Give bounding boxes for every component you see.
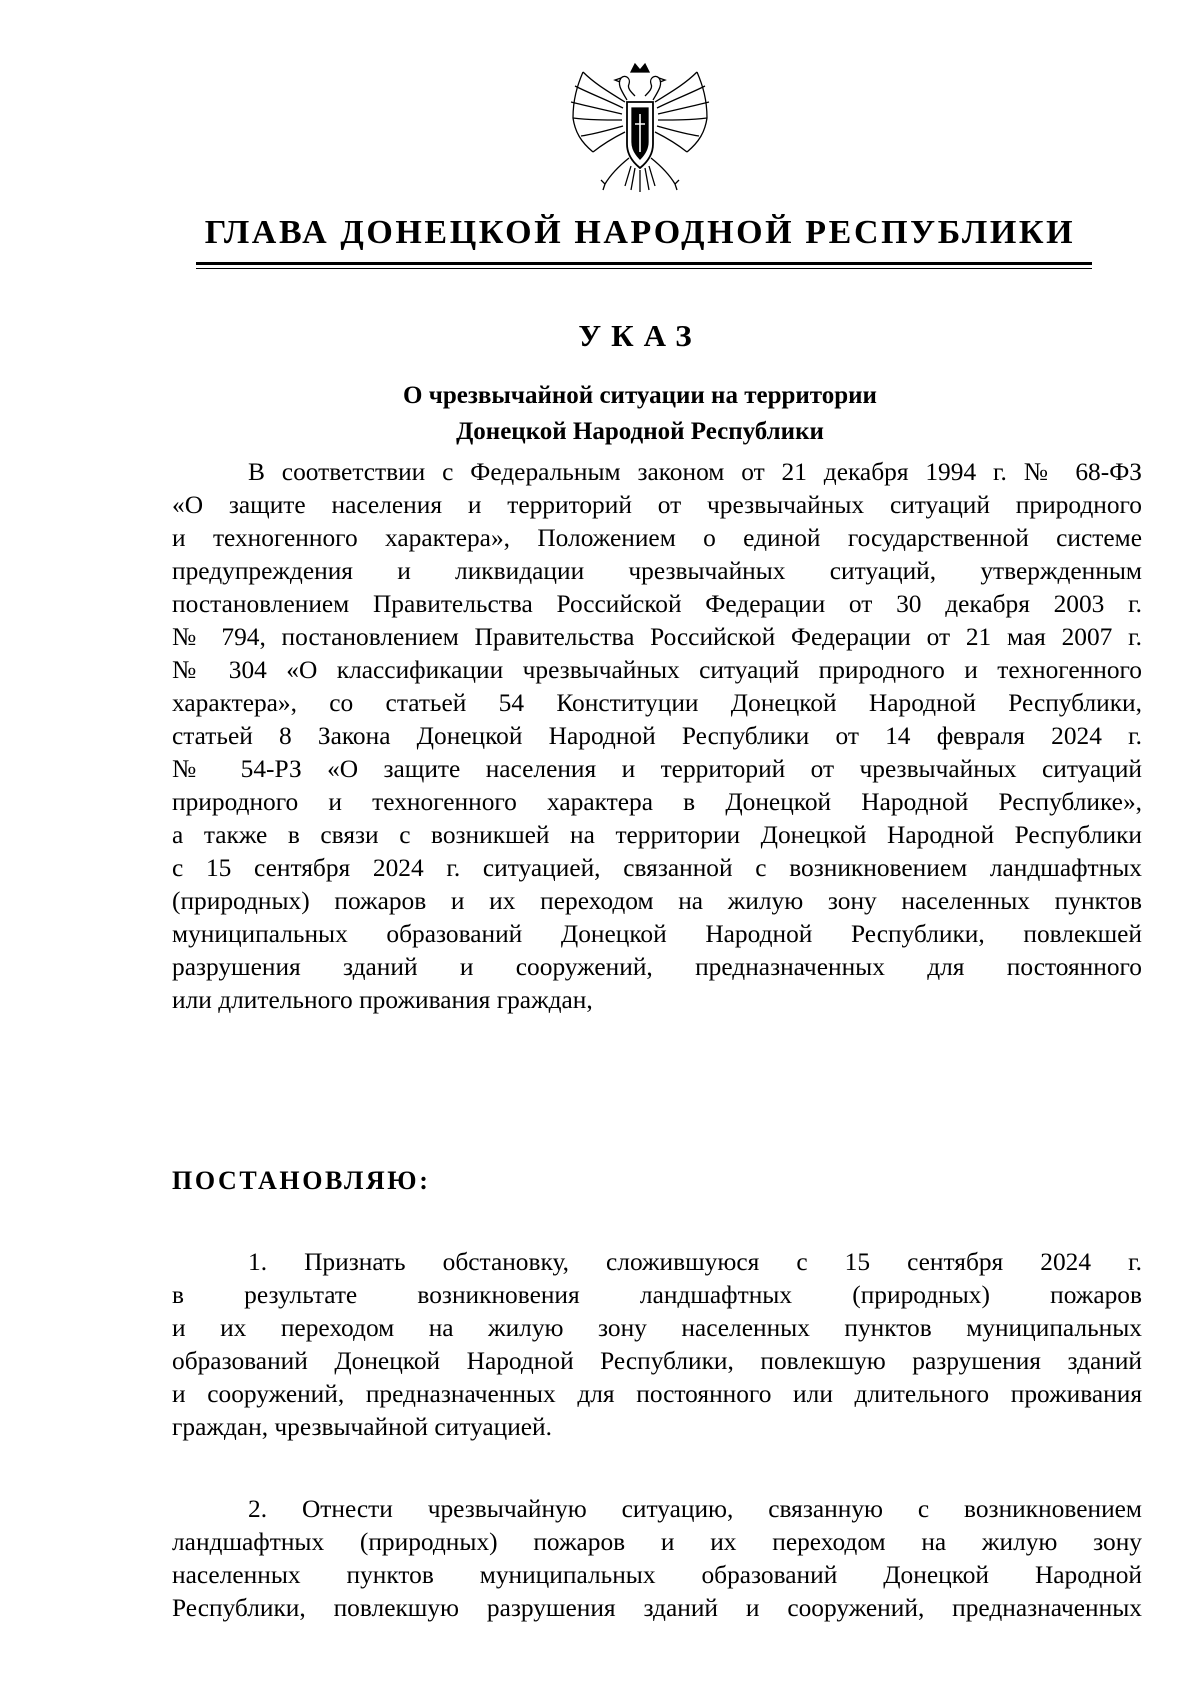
item-1-paragraph bbox=[172, 1246, 1142, 1444]
preamble-line: муниципальных образований Донецкой Народной Республики, повлекшей bbox=[172, 920, 1142, 948]
preamble-line: характера», со статьей 54 Конституции Донецкой Народной Республики, bbox=[172, 689, 1142, 717]
preamble-line: статьей 8 Закона Донецкой Народной Республики от 14 февраля 2024 г. bbox=[172, 722, 1142, 750]
document-title-line: О чрезвычайной ситуации на территории bbox=[403, 382, 877, 409]
document-type: УКАЗ bbox=[578, 318, 702, 353]
preamble-line: предупреждения и ликвидации чрезвычайных ситуаций, утвержденным bbox=[172, 557, 1142, 585]
header-rule-thick bbox=[196, 262, 1092, 265]
item-1-line: 1. Признать обстановку, сложившуюся с 15 сентября 2024 г. bbox=[248, 1248, 1142, 1276]
coat-of-arms-emblem-icon bbox=[565, 62, 715, 204]
item-1-line: образований Донецкой Народной Республики, повлекшую разрушения зданий bbox=[172, 1347, 1142, 1375]
preamble-line: природного и техногенного характера в Донецкой Народной Республике», bbox=[172, 788, 1142, 816]
decree-heading: ПОСТАНОВЛЯЮ: bbox=[172, 1166, 431, 1195]
item-1-line: и их переходом на жилую зону населенных пунктов муниципальных bbox=[172, 1314, 1142, 1342]
item-2-paragraph bbox=[172, 1493, 1142, 1625]
item-1-line: и сооружений, предназначенных для постоянного или длительного проживания bbox=[172, 1380, 1142, 1408]
preamble-line: постановлением Правительства Российской Федерации от 30 декабря 2003 г. bbox=[172, 590, 1142, 618]
preamble-paragraph bbox=[172, 456, 1142, 1017]
preamble-line: «О защите населения и территорий от чрезвычайных ситуаций природного bbox=[172, 491, 1142, 519]
preamble-line: разрушения зданий и сооружений, предназначенных для постоянного bbox=[172, 953, 1142, 981]
preamble-line: № 304 «О классификации чрезвычайных ситуаций природного и техногенного bbox=[172, 656, 1142, 684]
preamble-line: или длительного проживания граждан, bbox=[172, 986, 593, 1014]
preamble-line: а также в связи с возникшей на территории Донецкой Народной Республики bbox=[172, 821, 1142, 849]
item-1-line: граждан, чрезвычайной ситуацией. bbox=[172, 1413, 552, 1441]
preamble-line: № 54-РЗ «О защите населения и территорий от чрезвычайных ситуаций bbox=[172, 755, 1142, 783]
preamble-line: (природных) пожаров и их переходом на жилую зону населенных пунктов bbox=[172, 887, 1142, 915]
preamble-line: с 15 сентября 2024 г. ситуацией, связанной с возникновением ландшафтных bbox=[172, 854, 1142, 882]
preamble-line: и техногенного характера», Положением о единой государственной системе bbox=[172, 524, 1142, 552]
item-2-line: ландшафтных (природных) пожаров и их переходом на жилую зону bbox=[172, 1528, 1142, 1556]
item-2-line: населенных пунктов муниципальных образований Донецкой Народной bbox=[172, 1561, 1142, 1589]
item-1-line: в результате возникновения ландшафтных (природных) пожаров bbox=[172, 1281, 1142, 1309]
item-2-line: Республики, повлекшую разрушения зданий и сооружений, предназначенных bbox=[172, 1594, 1142, 1622]
document-title bbox=[250, 378, 1030, 450]
document-title-line: Донецкой Народной Республики bbox=[456, 418, 824, 445]
header-rule-thin bbox=[196, 268, 1092, 269]
preamble-line: № 794, постановлением Правительства Российской Федерации от 21 мая 2007 г. bbox=[172, 623, 1142, 651]
item-2-line: 2. Отнести чрезвычайную ситуацию, связанную с возникновением bbox=[248, 1495, 1142, 1523]
issuing-authority-heading: ГЛАВА ДОНЕЦКОЙ НАРОДНОЙ РЕСПУБЛИКИ bbox=[204, 214, 1076, 251]
preamble-line: В соответствии с Федеральным законом от 21 декабря 1994 г. № 68-ФЗ bbox=[248, 458, 1142, 486]
